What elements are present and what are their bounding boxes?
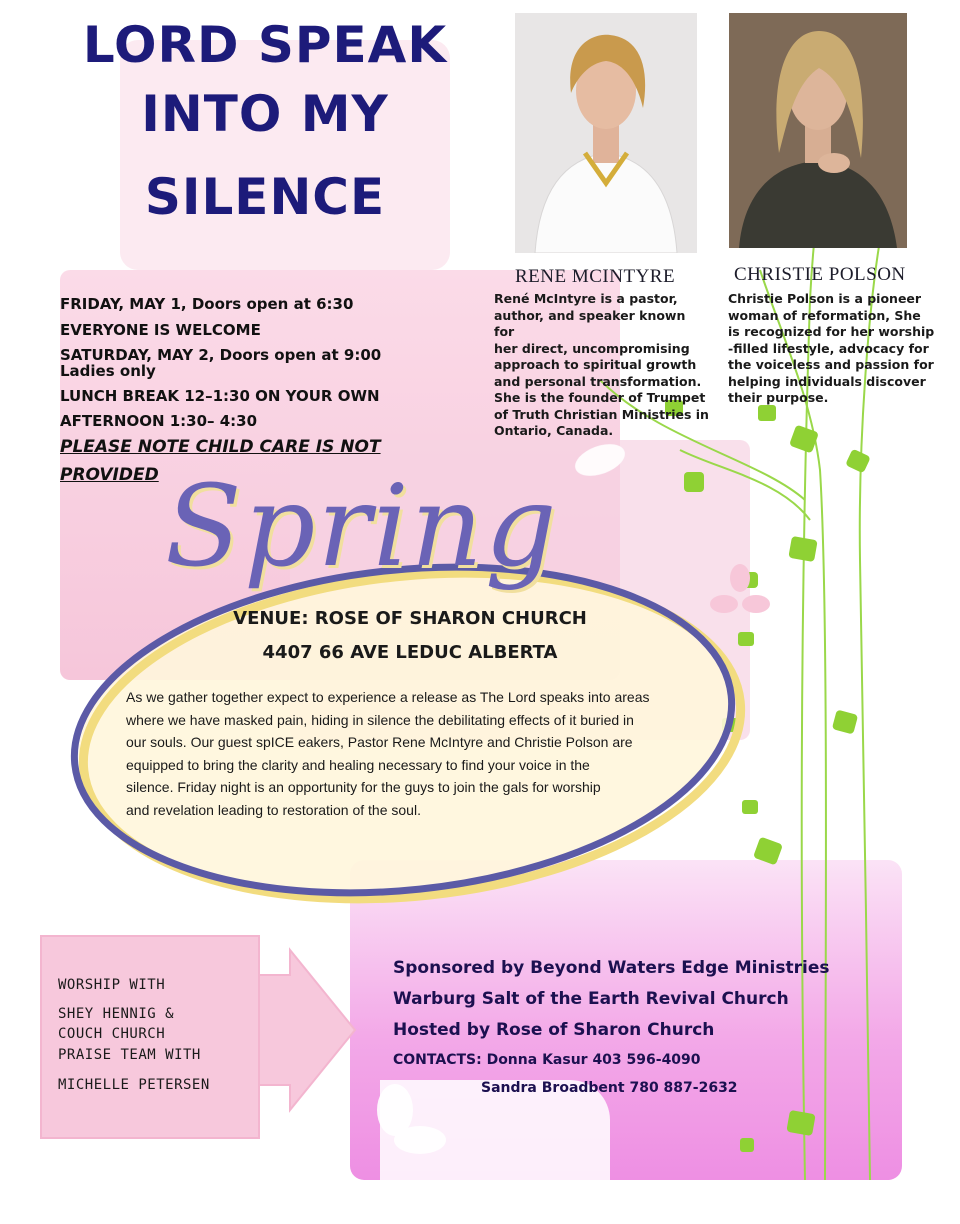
speaker-bio-christie: Christie Polson is a pioneer woman of reformation, She is recognized for her worship -filled lifestyle, advocacy for the voiceless and passion for helping individuals discover their purpose. <box>728 291 935 405</box>
schedule-saturday: SATURDAY, MAY 2, Doors open at 9:00 <box>60 346 382 364</box>
schedule-welcome: EVERYONE IS WELCOME <box>60 321 261 339</box>
worship-line-2: SHEY HENNIG & <box>58 1006 175 1022</box>
contact-donna: CONTACTS: Donna Kasur 403 596-4090 <box>393 1052 701 1068</box>
venue-address: 4407 66 AVE LEDUC ALBERTA <box>262 642 558 663</box>
sponsor-line-2: Warburg Salt of the Earth Revival Church <box>393 989 789 1009</box>
event-description: As we gather together expect to experience a release as The Lord speaks into areas where we have masked pain, hiding in silence the debilitating effects of it buried in our souls. Our guest spICE eakers, Pastor Rene McIntyre and Christie Polson are equipped to bring the clarity and healing necessary to find your voice in the silence. Friday night is an opportunity for the guys to join the gals for worship and revelation leading to restoration of the soul. <box>126 689 650 818</box>
schedule-lunch: LUNCH BREAK 12–1:30 ON YOUR OWN <box>60 387 380 405</box>
speaker-name-rene: RENE MCINTYRE <box>515 266 676 287</box>
worship-line-4: PRAISE TEAM WITH <box>58 1047 201 1063</box>
speaker-name-christie: CHRISTIE POLSON <box>734 264 906 285</box>
page-title-line-1: LORD SPEAK <box>82 16 448 74</box>
childcare-notice-line-2: PROVIDED <box>60 465 159 485</box>
speaker-bio-rene: René McIntyre is a pastor, author, and speaker known for her direct, uncompromising approach to spiritual growth and personal transformation. She is the founder of Trumpet of Truth Christian Ministries in Ontario, Canada. <box>494 291 709 438</box>
schedule-afternoon: AFTERNOON 1:30– 4:30 <box>60 412 258 430</box>
page-title-line-2: INTO MY <box>141 85 389 143</box>
worship-line-3: COUCH CHURCH <box>58 1026 166 1042</box>
sponsor-line-1: Sponsored by Beyond Waters Edge Ministries <box>393 958 830 978</box>
worship-line-5: MICHELLE PETERSEN <box>58 1077 210 1093</box>
venue-name: VENUE: ROSE OF SHARON CHURCH <box>233 608 587 629</box>
host-line: Hosted by Rose of Sharon Church <box>393 1020 715 1040</box>
worship-line-1: WORSHIP WITH <box>58 977 166 993</box>
spring-heading: Spring <box>165 462 559 592</box>
schedule-ladies: Ladies only <box>60 362 156 380</box>
page-title-line-3: SILENCE <box>144 168 386 226</box>
contact-sandra: Sandra Broadbent 780 887-2632 <box>481 1080 738 1096</box>
childcare-notice-line-1: PLEASE NOTE CHILD CARE IS NOT <box>60 437 381 457</box>
schedule-friday: FRIDAY, MAY 1, Doors open at 6:30 <box>60 295 354 313</box>
